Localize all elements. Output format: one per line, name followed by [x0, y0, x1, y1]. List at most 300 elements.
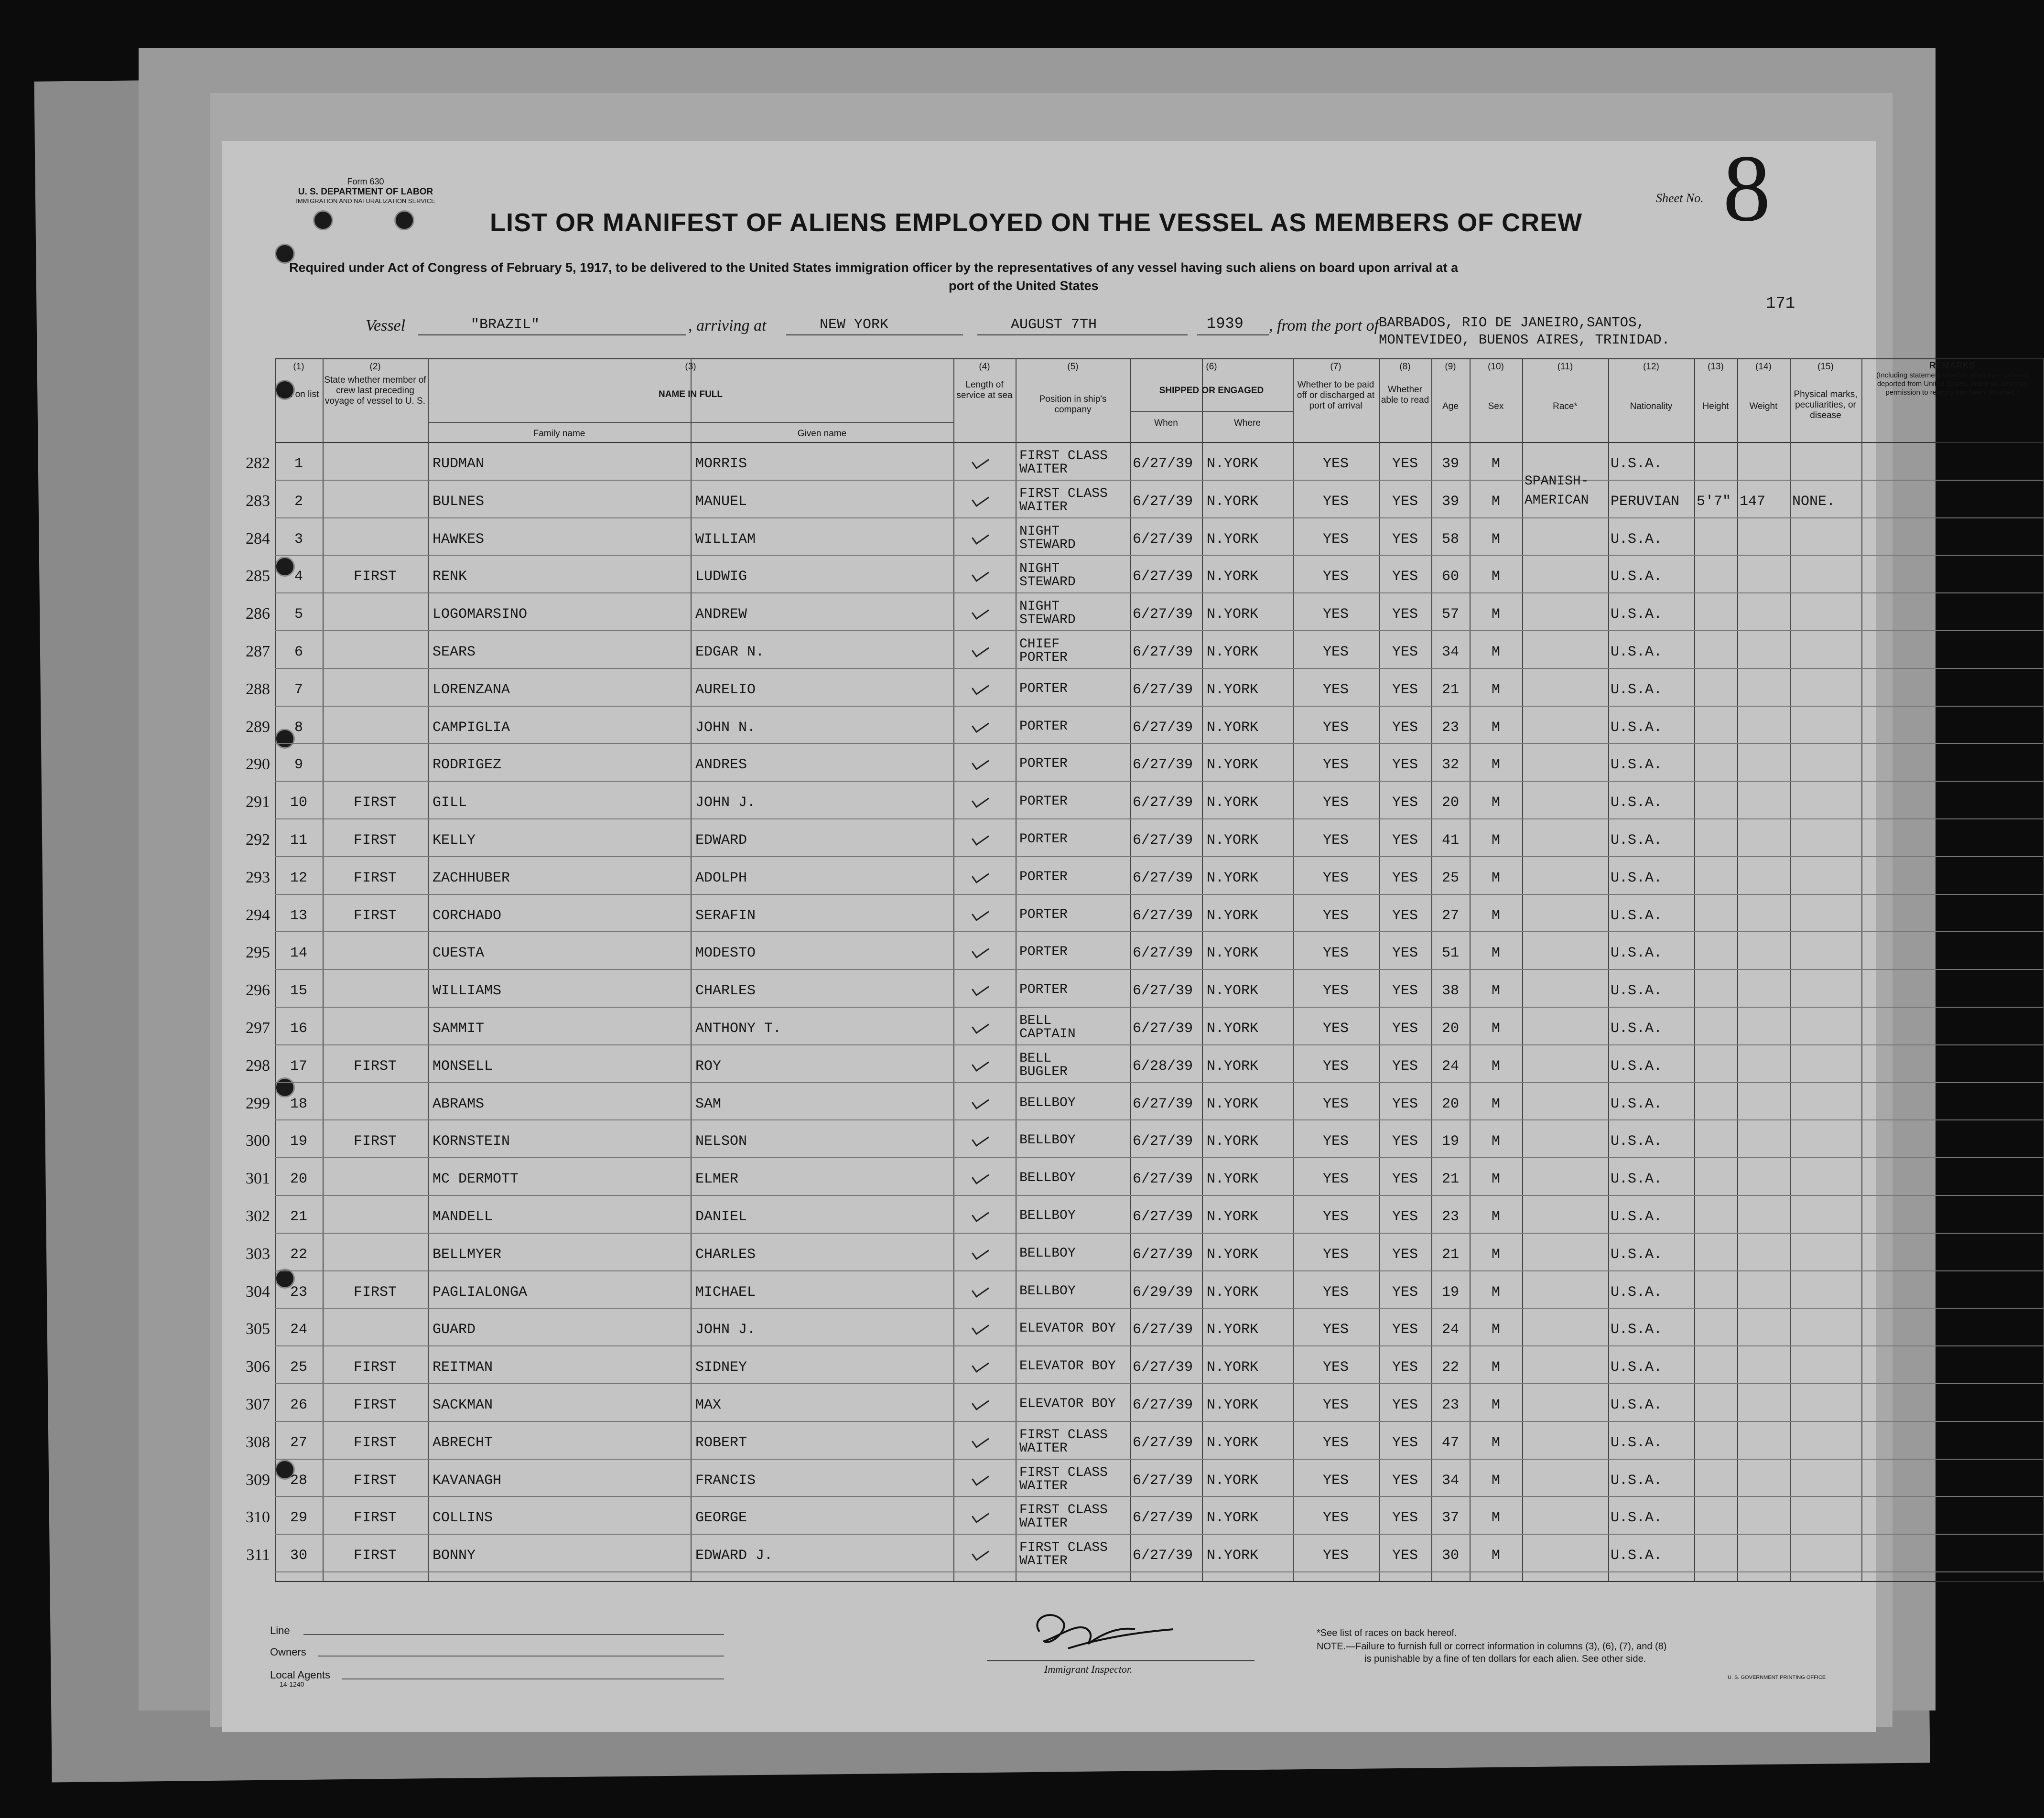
shipped-where: N.YORK	[1207, 870, 1259, 886]
given-name: SERAFIN	[695, 907, 756, 924]
shipped-where: N.YORK	[1207, 1397, 1259, 1413]
checkmark-icon	[972, 604, 989, 620]
col-header-position: Position in ship's company	[1039, 394, 1107, 415]
printer-credit: U. S. GOVERNMENT PRINTING OFFICE	[1728, 1675, 1826, 1680]
position: PORTER	[1019, 907, 1068, 922]
able-to-read: YES	[1392, 1510, 1418, 1527]
margin-number: 286	[246, 605, 270, 623]
nationality: U.S.A.	[1611, 757, 1663, 774]
sex: M	[1491, 569, 1500, 585]
col-number: (14)	[1755, 362, 1772, 372]
family-name: RUDMAN	[433, 456, 485, 472]
margin-number: 299	[246, 1094, 270, 1112]
note-penalty-line2: is punishable by a fine of ten dollars for each alien. See other side.	[1364, 1654, 1646, 1664]
margin-number: 298	[246, 1056, 270, 1075]
shipped-when: 6/27/39	[1133, 1322, 1193, 1338]
shipped-where: N.YORK	[1207, 907, 1259, 924]
position: NIGHT	[1019, 561, 1060, 577]
nationality: U.S.A.	[1611, 1359, 1663, 1376]
checkmark-icon	[972, 642, 989, 657]
family-name: LOGOMARSINO	[433, 606, 528, 623]
margin-number: 284	[246, 529, 270, 548]
shipped-when: 6/27/39	[1133, 531, 1193, 548]
list-number: 5	[294, 606, 303, 623]
arrival-port: NEW YORK	[820, 317, 889, 333]
sex: M	[1491, 757, 1500, 774]
list-number: 26	[290, 1397, 307, 1413]
position: ELEVATOR BOY	[1019, 1321, 1116, 1336]
nationality: U.S.A.	[1611, 945, 1663, 962]
nationality: U.S.A.	[1611, 1133, 1663, 1150]
col-header-race: Race*	[1553, 401, 1578, 411]
given-name: MODESTO	[695, 945, 756, 962]
col-number: (6)	[1206, 362, 1217, 372]
grid-line	[275, 442, 2043, 443]
list-number: 12	[290, 870, 307, 886]
family-name: COLLINS	[433, 1510, 493, 1527]
nationality: U.S.A.	[1611, 531, 1663, 548]
family-name: SEARS	[433, 644, 476, 660]
position: PORTER	[1019, 945, 1068, 960]
sheet-number: 8	[1723, 136, 1771, 241]
note-races: *See list of races on back hereof.	[1317, 1628, 1457, 1638]
sex: M	[1491, 1246, 1500, 1263]
paid-off: YES	[1322, 1209, 1349, 1225]
able-to-read: YES	[1392, 719, 1418, 736]
given-name: MAX	[695, 1397, 722, 1413]
shipped-where: N.YORK	[1207, 1096, 1259, 1112]
shipped-when: 6/29/39	[1133, 1284, 1193, 1301]
sex: M	[1491, 1171, 1500, 1188]
sex: M	[1491, 606, 1500, 623]
sex: M	[1491, 1434, 1500, 1451]
col-header-list-number: No. on list	[278, 389, 319, 399]
col-header-name: NAME IN FULL	[658, 389, 723, 399]
shipped-when: 6/27/39	[1133, 493, 1193, 510]
family-name: MC DERMOTT	[433, 1171, 519, 1188]
col-number: (3)	[685, 362, 696, 372]
list-number: 1	[294, 456, 303, 472]
given-name: ROY	[695, 1058, 722, 1075]
family-name: KELLY	[433, 832, 476, 849]
col-header-nationality: Nationality	[1630, 401, 1673, 411]
nationality: U.S.A.	[1611, 1171, 1663, 1188]
nationality: U.S.A.	[1611, 644, 1663, 660]
position: BELLBOY	[1019, 1246, 1076, 1261]
col-header-remarks-note: (Including statement whether alien ever ordered deported from United States, and if so, whether permission to reapply has been obtained.)	[1876, 371, 2028, 397]
margin-number: 301	[246, 1170, 270, 1188]
list-number: 23	[290, 1284, 307, 1301]
given-name: ANDREW	[695, 606, 747, 623]
shipped-where: N.YORK	[1207, 1284, 1259, 1301]
family-name: ZACHHUBER	[433, 870, 510, 886]
family-name: BULNES	[433, 493, 485, 510]
paid-off: YES	[1322, 1359, 1349, 1376]
shipped-when: 6/27/39	[1133, 907, 1193, 924]
age: 39	[1441, 493, 1459, 510]
col-header-height: Height	[1702, 401, 1729, 411]
list-number: 21	[290, 1209, 307, 1225]
given-name: MICHAEL	[695, 1284, 756, 1301]
age: 20	[1441, 1021, 1459, 1037]
grid-line	[275, 630, 2043, 631]
arrival-date: AUGUST 7TH	[1011, 317, 1097, 333]
col-header-sex: Sex	[1488, 401, 1504, 411]
nationality: PERUVIAN	[1611, 493, 1680, 510]
col-header-length-of-service: Length of service at sea	[956, 380, 1013, 400]
shipped-where: N.YORK	[1207, 456, 1259, 472]
sex: M	[1491, 1359, 1500, 1376]
grid-line	[275, 781, 2043, 782]
sex: M	[1491, 1096, 1500, 1112]
position: PORTER	[1019, 982, 1068, 998]
grid-line	[1130, 411, 1293, 412]
paid-off: YES	[1322, 681, 1349, 698]
grid-line	[275, 555, 2043, 556]
grid-line	[275, 818, 2043, 819]
grid-line	[275, 1571, 2043, 1572]
shipped-where: N.YORK	[1207, 1133, 1259, 1150]
previous-voyage: FIRST	[353, 870, 397, 886]
shipped-where: N.YORK	[1207, 719, 1259, 736]
nationality: U.S.A.	[1611, 1058, 1663, 1075]
nationality: U.S.A.	[1611, 1397, 1663, 1413]
given-name: JOHN J.	[695, 795, 756, 811]
arriving-label: , arriving at	[688, 317, 767, 334]
sex: M	[1491, 1021, 1500, 1037]
able-to-read: YES	[1392, 681, 1418, 698]
footer-owners-label: Owners	[270, 1646, 306, 1658]
position: PORTER	[1019, 719, 1068, 734]
form-number: Form 630	[347, 177, 384, 186]
race-line2: AMERICAN	[1525, 493, 1589, 508]
grid-line	[275, 1082, 2043, 1083]
family-name: MANDELL	[433, 1209, 493, 1225]
able-to-read: YES	[1392, 1058, 1418, 1075]
checkmark-icon	[972, 717, 989, 733]
position-line2: STEWARD	[1019, 613, 1076, 628]
able-to-read: YES	[1392, 1096, 1418, 1112]
age: 21	[1441, 1171, 1459, 1188]
nationality: U.S.A.	[1611, 795, 1663, 811]
paid-off: YES	[1322, 832, 1349, 849]
margin-number: 294	[246, 906, 270, 924]
shipped-when: 6/27/39	[1133, 1359, 1193, 1376]
nationality: U.S.A.	[1611, 719, 1663, 736]
shipped-when: 6/27/39	[1133, 681, 1193, 698]
margin-number: 307	[246, 1396, 270, 1413]
list-number: 4	[294, 569, 303, 585]
position: BELLBOY	[1019, 1171, 1076, 1186]
grid-line	[275, 668, 2043, 669]
position: BELL	[1019, 1051, 1052, 1066]
list-number: 28	[290, 1472, 307, 1489]
position-line2: WAITER	[1019, 462, 1068, 477]
checkmark-icon	[972, 868, 989, 883]
col-number: (8)	[1399, 362, 1411, 372]
sex: M	[1491, 681, 1500, 698]
shipped-when: 6/27/39	[1133, 1209, 1193, 1225]
shipped-when: 6/27/39	[1133, 1096, 1193, 1112]
previous-voyage: FIRST	[353, 1133, 397, 1150]
paid-off: YES	[1322, 1472, 1349, 1489]
given-name: ELMER	[695, 1171, 739, 1188]
shipped-when: 6/27/39	[1133, 1133, 1193, 1150]
manifest-page	[222, 136, 2028, 1732]
given-name: ANTHONY T.	[695, 1021, 782, 1037]
family-name: REITMAN	[433, 1359, 493, 1376]
family-name: GUARD	[433, 1322, 476, 1338]
previous-voyage: FIRST	[353, 1510, 397, 1527]
list-number: 18	[290, 1096, 307, 1112]
sex: M	[1491, 644, 1500, 660]
paid-off: YES	[1322, 870, 1349, 886]
sex: M	[1491, 983, 1500, 1000]
grid-line	[275, 1534, 2043, 1535]
shipped-when: 6/27/39	[1133, 456, 1193, 472]
shipped-when: 6/27/39	[1133, 1171, 1193, 1188]
shipped-when: 6/27/39	[1133, 1510, 1193, 1527]
list-number: 14	[290, 945, 307, 962]
paid-off: YES	[1322, 1133, 1349, 1150]
position: BELLBOY	[1019, 1208, 1076, 1223]
nationality: U.S.A.	[1611, 1510, 1663, 1527]
col-header-where: Where	[1234, 418, 1261, 428]
nationality: U.S.A.	[1611, 1209, 1663, 1225]
checkmark-icon	[972, 980, 989, 996]
col-number: (4)	[979, 362, 990, 372]
age: 20	[1441, 1096, 1459, 1112]
checkmark-icon	[972, 1432, 989, 1448]
given-name: ANDRES	[695, 757, 747, 774]
able-to-read: YES	[1392, 907, 1418, 924]
grid-line	[275, 1496, 2043, 1497]
grid-line	[275, 1119, 2043, 1120]
position: FIRST CLASS	[1019, 1465, 1108, 1480]
position: NIGHT	[1019, 524, 1060, 539]
paid-off: YES	[1322, 1510, 1349, 1527]
departure-ports-line1: BARBADOS, RIO DE JANEIRO,SANTOS,	[1379, 315, 1645, 331]
shipped-where: N.YORK	[1207, 1171, 1259, 1188]
list-number: 22	[290, 1246, 307, 1263]
list-number: 30	[290, 1548, 307, 1564]
nationality: U.S.A.	[1611, 456, 1663, 472]
shipped-where: N.YORK	[1207, 569, 1259, 585]
paid-off: YES	[1322, 1434, 1349, 1451]
position-line2: PORTER	[1019, 650, 1068, 665]
able-to-read: YES	[1392, 870, 1418, 886]
age: 21	[1441, 1246, 1459, 1263]
grid-line	[275, 1581, 2043, 1582]
shipped-where: N.YORK	[1207, 493, 1259, 510]
checkmark-icon	[972, 1018, 989, 1034]
vessel-name: "BRAZIL"	[471, 317, 540, 333]
position: PORTER	[1019, 756, 1068, 772]
given-name: ADOLPH	[695, 870, 747, 886]
able-to-read: YES	[1392, 1548, 1418, 1564]
arrival-year: 1939	[1207, 315, 1244, 333]
immigrant-inspector-label: Immigrant Inspector.	[1044, 1663, 1133, 1675]
able-to-read: YES	[1392, 795, 1418, 811]
grid-line	[275, 1383, 2043, 1384]
list-number: 16	[290, 1021, 307, 1037]
height: 5'7"	[1697, 493, 1731, 510]
col-number: (15)	[1817, 362, 1834, 372]
list-number: 13	[290, 907, 307, 924]
weight: 147	[1740, 493, 1766, 510]
paid-off: YES	[1322, 757, 1349, 774]
margin-number: 283	[246, 492, 270, 510]
previous-voyage: FIRST	[353, 1434, 397, 1451]
sex: M	[1491, 719, 1500, 736]
age: 34	[1441, 1472, 1459, 1489]
position: BELLBOY	[1019, 1283, 1076, 1299]
shipped-when: 6/27/39	[1133, 569, 1193, 585]
col-number: (5)	[1067, 362, 1079, 372]
shipped-when: 6/27/39	[1133, 757, 1193, 774]
shipped-where: N.YORK	[1207, 1510, 1259, 1527]
nationality: U.S.A.	[1611, 870, 1663, 886]
punch-hole	[275, 1077, 295, 1097]
form-subtitle-line2: port of the United States	[949, 279, 1099, 293]
age: 19	[1441, 1133, 1459, 1150]
form-title: LIST OR MANIFEST OF ALIENS EMPLOYED ON THE VESSEL AS MEMBERS OF CREW	[490, 208, 1583, 237]
shipped-where: N.YORK	[1207, 1359, 1259, 1376]
sheet-label: Sheet No.	[1656, 191, 1704, 205]
shipped-where: N.YORK	[1207, 795, 1259, 811]
family-name: BELLMYER	[433, 1246, 502, 1263]
col-number: (13)	[1708, 362, 1724, 372]
footer-agents-code: 14-1240	[280, 1680, 304, 1688]
given-name: SAM	[695, 1096, 722, 1112]
family-name: WILLIAMS	[433, 983, 502, 1000]
family-name: LORENZANA	[433, 681, 510, 698]
sex: M	[1491, 1322, 1500, 1338]
shipped-when: 6/27/39	[1133, 1397, 1193, 1413]
punch-hole	[394, 210, 414, 230]
margin-number: 303	[246, 1245, 270, 1263]
nationality: U.S.A.	[1611, 1322, 1663, 1338]
grid-line	[275, 517, 2043, 518]
checkmark-icon	[972, 1470, 989, 1486]
previous-voyage: FIRST	[353, 1472, 397, 1489]
shipped-where: N.YORK	[1207, 1058, 1259, 1075]
given-name: JOHN J.	[695, 1322, 756, 1338]
margin-number: 293	[246, 868, 270, 886]
age: 19	[1441, 1284, 1459, 1301]
shipped-when: 6/27/39	[1133, 870, 1193, 886]
age: 27	[1441, 907, 1459, 924]
col-header-age: Age	[1442, 401, 1459, 411]
margin-number: 289	[246, 718, 270, 736]
paid-off: YES	[1322, 1171, 1349, 1188]
given-name: CHARLES	[695, 983, 756, 1000]
able-to-read: YES	[1392, 1133, 1418, 1150]
sex: M	[1491, 1397, 1500, 1413]
previous-voyage: FIRST	[353, 1359, 397, 1376]
col-number: (2)	[369, 362, 381, 372]
given-name: WILLIAM	[695, 531, 756, 548]
position-line2: BUGLER	[1019, 1064, 1068, 1079]
list-number: 29	[290, 1510, 307, 1527]
grid-line	[275, 1345, 2043, 1346]
paid-off: YES	[1322, 1058, 1349, 1075]
checkmark-icon	[972, 1206, 989, 1222]
paid-off: YES	[1322, 945, 1349, 962]
paid-off: YES	[1322, 644, 1349, 660]
family-name: KORNSTEIN	[433, 1133, 510, 1150]
grid-line	[275, 894, 2043, 895]
margin-number: 311	[246, 1546, 270, 1564]
list-number: 6	[294, 644, 303, 660]
given-name: MANUEL	[695, 493, 747, 510]
margin-number: 310	[246, 1508, 270, 1527]
previous-voyage: FIRST	[353, 569, 397, 585]
grid-line	[275, 1007, 2043, 1008]
nationality: U.S.A.	[1611, 907, 1663, 924]
margin-number: 305	[246, 1320, 270, 1338]
paid-off: YES	[1322, 1284, 1349, 1301]
position: FIRST CLASS	[1019, 1540, 1108, 1556]
age: 22	[1441, 1359, 1459, 1376]
shipped-when: 6/27/39	[1133, 1246, 1193, 1263]
shipped-where: N.YORK	[1207, 644, 1259, 660]
margin-number: 290	[246, 755, 270, 774]
list-number: 19	[290, 1133, 307, 1150]
able-to-read: YES	[1392, 983, 1418, 1000]
able-to-read: YES	[1392, 1284, 1418, 1301]
form-subtitle-line1: Required under Act of Congress of February 5, 1917, to be delivered to the United States immigration officer by the representatives of any vessel having such aliens on board upon arrival at a	[289, 260, 1459, 275]
family-name: CUESTA	[433, 945, 485, 962]
age: 23	[1441, 719, 1459, 736]
able-to-read: YES	[1392, 1209, 1418, 1225]
age: 57	[1441, 606, 1459, 623]
family-name: BONNY	[433, 1548, 476, 1564]
position: FIRST CLASS	[1019, 486, 1108, 501]
margin-number: 285	[246, 567, 270, 585]
col-number: (12)	[1643, 362, 1659, 372]
position: CHIEF	[1019, 637, 1060, 652]
shipped-when: 6/27/39	[1133, 983, 1193, 1000]
list-number: 27	[290, 1434, 307, 1451]
family-name: SACKMAN	[433, 1397, 493, 1413]
position-line2: WAITER	[1019, 1441, 1068, 1456]
margin-number: 300	[246, 1132, 270, 1150]
sex: M	[1491, 870, 1500, 886]
nationality: U.S.A.	[1611, 1284, 1663, 1301]
list-number: 8	[294, 719, 303, 736]
family-name: HAWKES	[433, 531, 485, 548]
list-number: 20	[290, 1171, 307, 1188]
checkmark-icon	[972, 943, 989, 958]
sex: M	[1491, 945, 1500, 962]
paid-off: YES	[1322, 531, 1349, 548]
able-to-read: YES	[1392, 1021, 1418, 1037]
shipped-where: N.YORK	[1207, 1246, 1259, 1263]
given-name: MORRIS	[695, 456, 747, 472]
grid-line	[275, 1421, 2043, 1422]
checkmark-icon	[972, 1507, 989, 1523]
margin-number: 288	[246, 680, 270, 698]
able-to-read: YES	[1392, 606, 1418, 623]
family-name: CORCHADO	[433, 907, 502, 924]
grid-line	[275, 1459, 2043, 1460]
inspector-signature-icon	[1011, 1603, 1183, 1660]
able-to-read: YES	[1392, 569, 1418, 585]
shipped-when: 6/27/39	[1133, 644, 1193, 660]
checkmark-icon	[972, 1319, 989, 1335]
checkmark-icon	[972, 491, 989, 507]
